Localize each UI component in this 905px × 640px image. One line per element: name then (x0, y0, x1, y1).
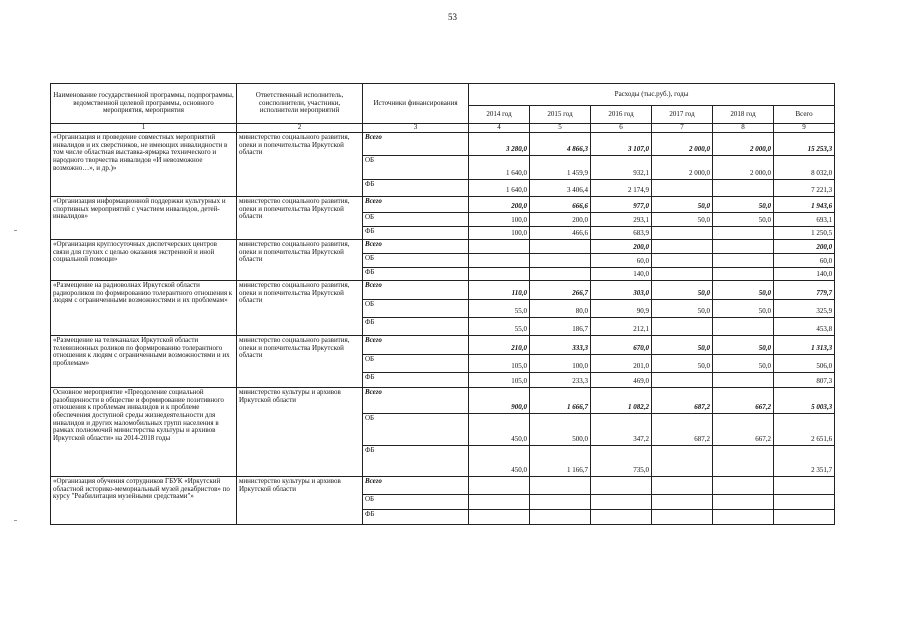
year-value-cell (713, 240, 774, 254)
margin-mark (14, 230, 17, 231)
measure-executor: министерство социального развития, опеки и попечительства Иркутской области (237, 197, 363, 240)
header-year: 2014 год (469, 106, 530, 124)
year-value-cell: 2 000,0 (713, 133, 774, 156)
total-cell: 1 313,3 (774, 336, 835, 355)
total-cell: 693,1 (774, 213, 835, 227)
total-cell: 779,7 (774, 281, 835, 300)
total-cell: 5 003,3 (774, 388, 835, 414)
total-cell: 7 221,3 (774, 180, 835, 197)
year-value-cell: 1 640,0 (469, 156, 530, 180)
funding-source: ОБ (363, 213, 469, 227)
year-value-cell (652, 254, 713, 268)
funding-source: ФБ (363, 373, 469, 388)
year-value-cell (652, 318, 713, 336)
year-value-cell (652, 446, 713, 477)
year-value-cell (530, 268, 591, 281)
table-row (51, 281, 835, 300)
year-value-cell: 2 000,0 (652, 133, 713, 156)
year-value-cell: 80,0 (530, 300, 591, 318)
total-cell: 60,0 (774, 254, 835, 268)
year-value-cell: 50,0 (652, 336, 713, 355)
measure-name: Основное мероприятие «Преодоление социальной разобщенности в обществе и формирование позитивного отношения к проблемам инвалидов и к проблеме обеспечения доступной среды жизнедеятельности для инвалидов и других маломобильных групп населения в рамках полномочий министерства культуры и архивов Иркутской области» на 2014-2018 годы (51, 388, 237, 477)
year-value-cell: 200,0 (530, 213, 591, 227)
year-value-cell: 60,0 (591, 254, 652, 268)
year-value-cell: 1 640,0 (469, 180, 530, 197)
funding-source: ОБ (363, 254, 469, 268)
year-value-cell: 140,0 (591, 268, 652, 281)
year-value-cell: 50,0 (713, 336, 774, 355)
total-cell: 807,3 (774, 373, 835, 388)
year-value-cell (591, 510, 652, 525)
funding-source: ОБ (363, 355, 469, 373)
year-value-cell: 50,0 (652, 355, 713, 373)
year-value-cell: 201,0 (591, 355, 652, 373)
funding-source: Всего (363, 336, 469, 355)
year-value-cell: 2 174,9 (591, 180, 652, 197)
year-value-cell (652, 227, 713, 240)
year-value-cell: 735,0 (591, 446, 652, 477)
year-value-cell (652, 180, 713, 197)
funding-source: Всего (363, 281, 469, 300)
year-value-cell: 110,0 (469, 281, 530, 300)
year-value-cell: 210,0 (469, 336, 530, 355)
measure-name: «Размещение на радиоволнах Иркутской области радиороликов по формированию толерантного отношения к людям с ограниченными возможностями и их проблемам» (51, 281, 237, 336)
year-value-cell: 3 280,0 (469, 133, 530, 156)
funding-source: ФБ (363, 318, 469, 336)
year-value-cell (530, 254, 591, 268)
year-value-cell: 1 082,2 (591, 388, 652, 414)
year-value-cell (652, 477, 713, 495)
funding-source: Всего (363, 197, 469, 213)
funding-source: Всего (363, 388, 469, 414)
year-value-cell (469, 510, 530, 525)
measure-executor: министерство социального развития, опеки и попечительства Иркутской области (237, 336, 363, 388)
total-cell: 15 253,3 (774, 133, 835, 156)
funding-source: Всего (363, 240, 469, 254)
year-value-cell: 50,0 (713, 213, 774, 227)
year-value-cell: 666,6 (530, 197, 591, 213)
header-source: Источники финансирования (363, 84, 469, 124)
column-number: 3 (363, 124, 469, 133)
year-value-cell: 50,0 (713, 355, 774, 373)
year-value-cell (469, 495, 530, 510)
funding-source: ФБ (363, 227, 469, 240)
year-value-cell: 1 666,7 (530, 388, 591, 414)
funding-source: ОБ (363, 156, 469, 180)
total-cell (774, 495, 835, 510)
year-value-cell: 212,1 (591, 318, 652, 336)
header-year: 2015 год (530, 106, 591, 124)
year-value-cell (530, 240, 591, 254)
funding-source: ОБ (363, 414, 469, 446)
funding-source: ФБ (363, 510, 469, 525)
total-cell: 453,8 (774, 318, 835, 336)
year-value-cell: 55,0 (469, 318, 530, 336)
year-value-cell (713, 268, 774, 281)
year-value-cell: 469,0 (591, 373, 652, 388)
year-value-cell (591, 495, 652, 510)
header-program: Наименование государственной программы, подпрограммы, ведомственной целевой программы, основного мероприятия, мероприятия (51, 84, 237, 124)
year-value-cell (713, 373, 774, 388)
year-value-cell: 50,0 (652, 213, 713, 227)
year-value-cell: 105,0 (469, 355, 530, 373)
year-value-cell: 1 459,9 (530, 156, 591, 180)
column-number: 1 (51, 124, 237, 133)
header-year: 2016 год (591, 106, 652, 124)
year-value-cell: 100,0 (530, 355, 591, 373)
total-cell: 325,9 (774, 300, 835, 318)
year-value-cell (530, 477, 591, 495)
measure-name: «Организация круглосуточных диспетчерских центров связи для глухих с целью оказания экстренной и иной социальной помощи» (51, 240, 237, 281)
table-row (51, 240, 835, 254)
year-value-cell: 977,0 (591, 197, 652, 213)
year-value-cell (652, 510, 713, 525)
year-value-cell (652, 268, 713, 281)
year-value-cell (469, 240, 530, 254)
column-number: 7 (652, 124, 713, 133)
total-cell: 506,0 (774, 355, 835, 373)
year-value-cell: 900,0 (469, 388, 530, 414)
total-cell: 8 032,0 (774, 156, 835, 180)
measure-executor: министерство культуры и архивов Иркутской области (237, 388, 363, 477)
total-cell: 2 351,7 (774, 446, 835, 477)
funding-source: ОБ (363, 300, 469, 318)
year-value-cell: 4 866,3 (530, 133, 591, 156)
year-value-cell: 50,0 (713, 197, 774, 213)
year-value-cell: 932,1 (591, 156, 652, 180)
year-value-cell: 347,2 (591, 414, 652, 446)
year-value-cell: 200,0 (591, 240, 652, 254)
measure-executor: министерство социального развития, опеки и попечительства Иркутской области (237, 133, 363, 197)
year-value-cell (713, 254, 774, 268)
column-number: 2 (237, 124, 363, 133)
table-row (51, 477, 835, 495)
year-value-cell: 200,0 (469, 197, 530, 213)
year-value-cell: 2 000,0 (652, 156, 713, 180)
header-expenses: Расходы (тыс.руб.), годы (469, 84, 835, 106)
year-value-cell: 450,0 (469, 414, 530, 446)
year-value-cell: 500,0 (530, 414, 591, 446)
year-value-cell: 233,3 (530, 373, 591, 388)
year-value-cell: 670,0 (591, 336, 652, 355)
table-row (51, 336, 835, 355)
year-value-cell: 100,0 (469, 213, 530, 227)
year-value-cell: 450,0 (469, 446, 530, 477)
table-body (51, 133, 835, 525)
year-value-cell: 186,7 (530, 318, 591, 336)
measure-name: «Размещение на телеканалах Иркутской области телевизионных роликов по формированию толерантного отношения к людям с ограниченными возможностями и их проблемам» (51, 336, 237, 388)
year-value-cell (713, 495, 774, 510)
measure-executor: министерство культуры и архивов Иркутской области (237, 477, 363, 525)
margin-mark (14, 520, 17, 521)
year-value-cell (713, 477, 774, 495)
funding-source: ОБ (363, 495, 469, 510)
year-value-cell: 466,6 (530, 227, 591, 240)
year-value-cell: 3 406,4 (530, 180, 591, 197)
year-value-cell: 687,2 (652, 414, 713, 446)
funding-source: ФБ (363, 446, 469, 477)
table-row (51, 388, 835, 414)
year-value-cell (652, 373, 713, 388)
year-value-cell: 667,2 (713, 388, 774, 414)
year-value-cell: 667,2 (713, 414, 774, 446)
total-cell: 200,0 (774, 240, 835, 254)
year-value-cell: 100,0 (469, 227, 530, 240)
total-cell (774, 477, 835, 495)
funding-source: Всего (363, 133, 469, 156)
funding-source: ФБ (363, 268, 469, 281)
year-value-cell: 2 000,0 (713, 156, 774, 180)
total-cell: 1 250,5 (774, 227, 835, 240)
year-value-cell (591, 477, 652, 495)
column-number: 6 (591, 124, 652, 133)
year-value-cell: 50,0 (652, 197, 713, 213)
year-value-cell: 266,7 (530, 281, 591, 300)
year-value-cell: 50,0 (652, 281, 713, 300)
year-value-cell (713, 510, 774, 525)
year-value-cell (530, 510, 591, 525)
year-value-cell: 683,9 (591, 227, 652, 240)
year-value-cell: 3 107,0 (591, 133, 652, 156)
year-value-cell (530, 495, 591, 510)
total-cell: 1 943,6 (774, 197, 835, 213)
column-number: 5 (530, 124, 591, 133)
year-value-cell: 50,0 (713, 300, 774, 318)
table-row (51, 133, 835, 156)
year-value-cell (469, 254, 530, 268)
header-year: 2018 год (713, 106, 774, 124)
column-number: 4 (469, 124, 530, 133)
total-cell (774, 510, 835, 525)
measure-name: «Организация информационной поддержки культурных и спортивных мероприятий с участием инвалидов, детей-инвалидов» (51, 197, 237, 240)
expenses-table (50, 83, 835, 525)
page-number: 53 (448, 12, 457, 22)
header-total: Всего (774, 106, 835, 124)
funding-source: ФБ (363, 180, 469, 197)
year-value-cell (652, 495, 713, 510)
year-value-cell: 90,9 (591, 300, 652, 318)
header-executor: Ответственный исполнитель, соисполнители, участники, исполнители мероприятий (237, 84, 363, 124)
total-cell: 2 651,6 (774, 414, 835, 446)
measure-name: «Организация и проведение совместных мероприятий инвалидов и их сверстников, не имеющих инвалидности в том числе областная выставка-ярмарка технического и народного творчества инвалидов «И невозможное возможно…», и др.)» (51, 133, 237, 197)
measure-executor: министерство социального развития, опеки и попечительства Иркутской области (237, 281, 363, 336)
year-value-cell (713, 180, 774, 197)
table-row (51, 197, 835, 213)
year-value-cell (469, 268, 530, 281)
year-value-cell: 1 166,7 (530, 446, 591, 477)
year-value-cell (469, 477, 530, 495)
year-value-cell: 50,0 (713, 281, 774, 300)
year-value-cell (713, 318, 774, 336)
header-year: 2017 год (652, 106, 713, 124)
year-value-cell: 55,0 (469, 300, 530, 318)
year-value-cell (713, 227, 774, 240)
year-value-cell: 303,0 (591, 281, 652, 300)
year-value-cell: 50,0 (652, 300, 713, 318)
measure-executor: министерство социального развития, опеки и попечительства Иркутской области (237, 240, 363, 281)
year-value-cell: 105,0 (469, 373, 530, 388)
year-value-cell (713, 446, 774, 477)
year-value-cell (652, 240, 713, 254)
funding-source: Всего (363, 477, 469, 495)
measure-name: «Организация обучения сотрудников ГБУК «Иркутский областной историко-мемориальный музей декабристов» по курсу "Реабилитация музейными средствами"» (51, 477, 237, 525)
year-value-cell: 687,2 (652, 388, 713, 414)
column-number: 9 (774, 124, 835, 133)
total-cell: 140,0 (774, 268, 835, 281)
year-value-cell: 333,3 (530, 336, 591, 355)
year-value-cell: 293,1 (591, 213, 652, 227)
column-number: 8 (713, 124, 774, 133)
